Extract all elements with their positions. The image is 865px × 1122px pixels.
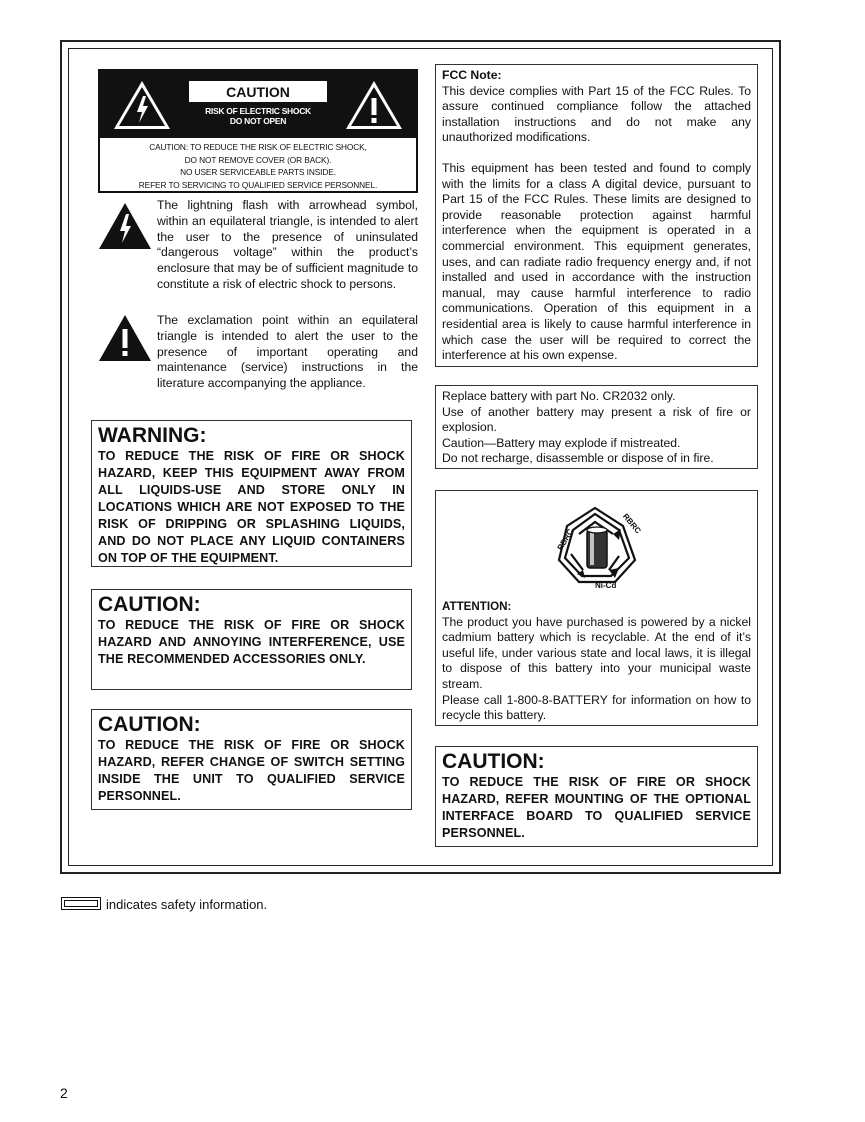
caution-label-text [100, 141, 416, 191]
warning-box [91, 420, 412, 567]
safety-page-frame [60, 40, 781, 874]
caution-switch-box [91, 709, 412, 810]
nicd-logo-text: Ni-Cd [595, 581, 617, 590]
page-number: 2 [60, 1085, 68, 1101]
fcc-note-paragraph: This equipment has been tested and found to comply with the limits for a class A digital device, pursuant to Part 15 of the FCC Rules. These limits are designed to provide reasonable protection against harmful interference when the equipment is operated in a commercial environment. This equipment generates, uses, and can radiate radio frequency energy and, if not installed and used in accordance with the instruction manual, may cause harmful interference to radio communications. Operation of this equipment in a residential area is likely to cause harmful interference in which case the user will be required to correct the interference at his own expense. [442, 160, 751, 363]
caution-label-line: DO NOT REMOVE COVER (OR BACK). [184, 154, 332, 165]
caution-interface-title: CAUTION: [442, 750, 545, 773]
battery-line: Caution—Battery may explode if mistreated. [442, 435, 681, 450]
caution-label [98, 69, 418, 193]
caution-label-subtitle [188, 106, 328, 126]
safety-legend-text: indicates safety information. [106, 897, 268, 912]
battery-line: Do not recharge, disassemble or dispose of in fire. [442, 451, 714, 466]
caution-accessories-body: TO REDUCE THE RISK OF FIRE OR SHOCK HAZARD AND ANNOYING INTERFERENCE, USE THE RECOMMENDED ACCESSORIES ONLY. [98, 618, 405, 666]
attention-paragraph: The product you have purchased is powered by a nickel cadmium battery which is recyclable. At the end of it’s useful life, under various state and local laws, it is illegal to dispose of this battery into your municipal waste stream. [442, 614, 751, 691]
caution-label-sub-line2: DO NOT OPEN [229, 116, 287, 126]
caution-label-sub-line1: RISK OF ELECTRIC SHOCK [205, 106, 311, 116]
battery-line: Use of another battery may present a risk of fire or explosion. [442, 404, 751, 435]
lightning-explanation [98, 198, 418, 310]
caution-label-line: REFER TO SERVICING TO QUALIFIED SERVICE PERSONNEL. [138, 179, 378, 190]
caution-label-title: CAUTION [188, 80, 328, 103]
exclamation-symbol-icon [98, 314, 152, 367]
caution-switch-body: TO REDUCE THE RISK OF FIRE OR SHOCK HAZARD, REFER CHANGE OF SWITCH SETTING INSIDE THE UNIT TO QUALIFIED SERVICE PERSONNEL. [98, 738, 405, 803]
safety-legend [61, 897, 267, 913]
caution-label-line: NO USER SERVICEABLE PARTS INSIDE. [180, 167, 336, 177]
exclamation-triangle-icon [344, 79, 404, 136]
fcc-note-box [435, 64, 758, 367]
fcc-note-title: FCC Note: [442, 68, 502, 82]
attention-paragraph: Please call 1-800-8-BATTERY for information on how to recycle this battery. [442, 692, 751, 723]
caution-accessories-title: CAUTION: [98, 593, 201, 616]
rbrc-logo-right-text: RBRC [620, 511, 643, 536]
warning-title: WARNING: [98, 424, 207, 447]
lightning-symbol-icon [98, 202, 152, 255]
caution-label-header [100, 71, 416, 138]
battery-line: Replace battery with part No. CR2032 only. [442, 389, 676, 403]
caution-label-line: CAUTION: TO REDUCE THE RISK OF ELECTRIC SHOCK, [149, 142, 367, 152]
caution-interface-body: TO REDUCE THE RISK OF FIRE OR SHOCK HAZARD, REFER MOUNTING OF THE OPTIONAL INTERFACE BOARD TO QUALIFIED SERVICE PERSONNEL. [442, 775, 751, 840]
caution-accessories-box [91, 589, 412, 690]
rbrc-logo-area [442, 494, 751, 599]
battery-replace-box [435, 385, 758, 469]
paragraph-gap [442, 146, 751, 161]
lightning-triangle-icon [112, 79, 172, 136]
caution-interface-box [435, 746, 758, 847]
exclamation-explanation [98, 313, 418, 393]
caution-label-center [188, 80, 328, 127]
fcc-note-paragraph: This device complies with Part 15 of the FCC Rules. To assure continued compliance follow the attached installation instructions and do not make any unauthorized modifications. [442, 83, 751, 145]
rbrc-logo-left-text: RBRC [555, 527, 575, 552]
lightning-explanation-text: The lightning flash with arrowhead symbol, within an equilateral triangle, is intended to alert the user to the presence of uninsulated “dangerous voltage” within the product’s enclosure that may be of sufficient magnitude to constitute a risk of electric shock to persons. [157, 198, 418, 291]
safety-page-inner-frame [68, 48, 773, 866]
safety-frame-icon [61, 897, 101, 910]
attention-title: ATTENTION: [442, 600, 512, 613]
attention-box [435, 490, 758, 726]
caution-switch-title: CAUTION: [98, 713, 201, 736]
warning-body: TO REDUCE THE RISK OF FIRE OR SHOCK HAZARD, KEEP THIS EQUIPMENT AWAY FROM ALL LIQUIDS-USE AND STORE ONLY IN LOCATIONS WHICH ARE NOT EXPOSED TO THE RISK OF DRIPPING OR SPLASHING LIQUIDS, AND DO NOT PLACE ANY LIQUID CONTAINERS ON TOP OF THE EQUIPMENT. [98, 449, 405, 565]
exclamation-explanation-text: The exclamation point within an equilateral triangle is intended to alert the user to the presence of important operating and maintenance (service) instructions in the literature accompanying the appliance. [157, 313, 418, 391]
